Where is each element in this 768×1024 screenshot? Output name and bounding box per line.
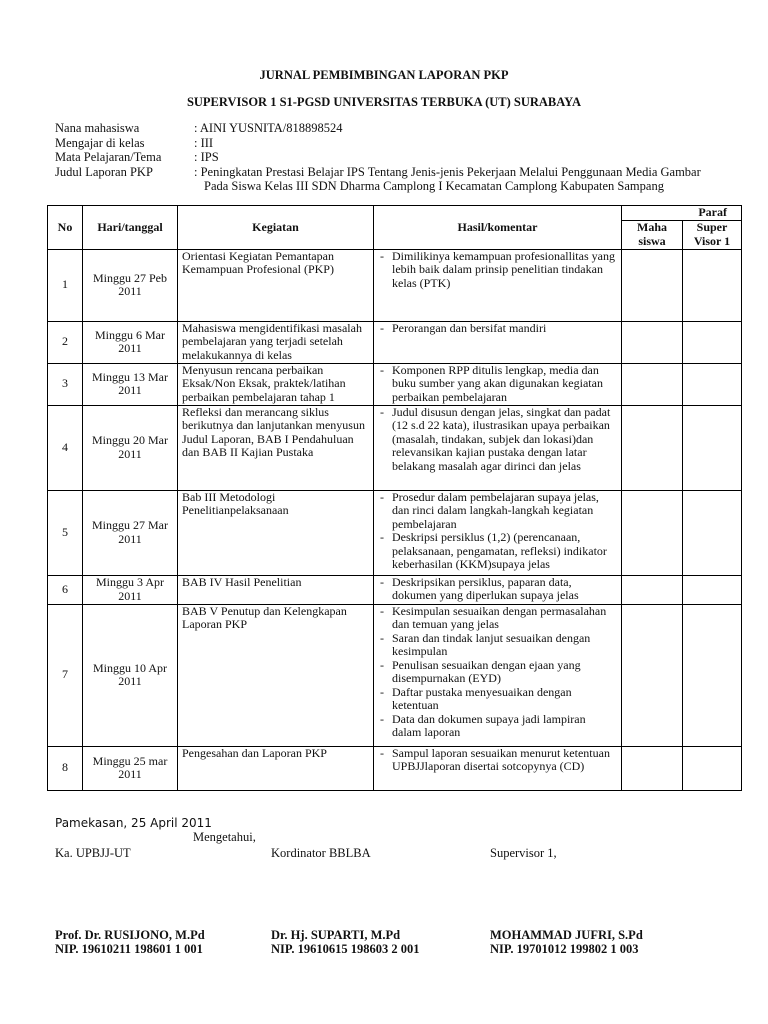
header-paraf: Paraf <box>622 206 742 221</box>
signatory-name: Prof. Dr. RUSIJONO, M.Pd <box>55 928 205 942</box>
result-item: - Data dan dokumen supaya jadi lampiran dalam laporan <box>378 713 617 740</box>
row-no: 4 <box>48 405 83 490</box>
signatory-name: MOHAMMAD JUFRI, S.Pd <box>490 928 643 942</box>
row-date: Minggu 27 Mar 2011 <box>83 490 178 575</box>
row-activity: Mahasiswa mengidentifikasi masalah pembelajaran yang terjadi setelah melakukannya di kelas <box>178 321 374 363</box>
paraf-supervisor-cell <box>683 604 742 746</box>
paraf-mahasiswa-cell <box>622 321 683 363</box>
signatory-nip: NIP. 19610615 198603 2 001 <box>271 942 420 956</box>
result-item: - Deskripsi persiklus (1,2) (perencanaan, pelaksanaan, pengamatan, refleksi) indikator keberhasilan (KKM)supaya jelas <box>378 531 617 572</box>
result-item: - Saran dan tindak lanjut sesuaikan dengan kesimpulan <box>378 632 617 659</box>
row-activity: Orientasi Kegiatan Pemantapan Kemampuan Profesional (PKP) <box>178 249 374 321</box>
paraf-supervisor-cell <box>683 575 742 604</box>
table-row <box>48 363 742 405</box>
row-date: Minggu 13 Mar 2011 <box>83 363 178 405</box>
result-item: - Deskripsikan persiklus, paparan data, dokumen yang diperlukan supaya jelas <box>378 576 617 603</box>
student-info <box>55 121 715 194</box>
info-row <box>55 136 715 151</box>
paraf-mahasiswa-cell <box>622 490 683 575</box>
table-row <box>48 746 742 790</box>
result-item: - Judul disusun dengan jelas, singkat dan padat (12 s.d 22 kata), ilustrasikan upaya perbaikan (masalah, tindakan, subjek dan lokasi)dan relevansikan kajian pustaka dengan latar belakang masalah agar dirinci dan jelas <box>378 406 617 474</box>
info-row <box>55 165 715 194</box>
signatory-nip: NIP. 19701012 199802 1 003 <box>490 942 639 956</box>
header-mahasiswa: Maha siswa <box>622 220 683 249</box>
table-row <box>48 321 742 363</box>
result-item: - Kesimpulan sesuaikan dengan permasalahan dan temuan yang jelas <box>378 605 617 632</box>
row-result <box>374 490 622 575</box>
row-date: Minggu 10 Apr 2011 <box>83 604 178 746</box>
result-item: - Dimilikinya kemampuan profesionallitas yang lebih baik dalam prinsip penelitian tindakan kelas (PTK) <box>378 250 617 291</box>
paraf-mahasiswa-cell <box>622 604 683 746</box>
result-item: - Prosedur dalam pembelajaran supaya jelas, dan rinci dalam langkah-langkah kegiatan pembelajaran <box>378 491 617 532</box>
row-no: 7 <box>48 604 83 746</box>
document-subtitle: SUPERVISOR 1 S1-PGSD UNIVERSITAS TERBUKA (UT) SURABAYA <box>186 95 582 109</box>
info-label: Mengajar di kelas <box>55 135 145 150</box>
paraf-supervisor-cell <box>683 746 742 790</box>
info-value: : Peningkatan Prestasi Belajar IPS Tentang Jenis-jenis Pekerjaan Melalui Penggunaan Media Gambar Pada Siswa Kelas III SDN Dharma Camplong I Kecamatan Camplong Kabupaten Sampang <box>194 164 701 193</box>
info-value: : AINI YUSNITA/818898524 <box>194 121 343 135</box>
result-item: - Perorangan dan bersifat mandiri <box>378 322 617 336</box>
header-supervisor: Super Visor 1 <box>683 220 742 249</box>
row-date: Minggu 20 Mar 2011 <box>83 405 178 490</box>
row-no: 8 <box>48 746 83 790</box>
header-no: No <box>48 206 83 250</box>
paraf-mahasiswa-cell <box>622 746 683 790</box>
signatory-role: Supervisor 1, <box>490 846 557 860</box>
signatory-role: Ka. UPBJJ-UT <box>55 846 131 860</box>
info-row <box>55 150 715 165</box>
table-row <box>48 604 742 746</box>
paraf-supervisor-cell <box>683 249 742 321</box>
signatory-name: Dr. Hj. SUPARTI, M.Pd <box>271 928 401 942</box>
result-item: - Daftar pustaka menyesuaikan dengan ketentuan <box>378 686 617 713</box>
paraf-mahasiswa-cell <box>622 575 683 604</box>
row-date: Minggu 25 mar 2011 <box>83 746 178 790</box>
row-date: Minggu 6 Mar 2011 <box>83 321 178 363</box>
row-result <box>374 405 622 490</box>
result-item: - Sampul laporan sesuaikan menurut ketentuan UPBJJlaporan disertai sotcopynya (CD) <box>378 747 617 774</box>
header-result: Hasil/komentar <box>374 206 622 250</box>
row-result <box>374 363 622 405</box>
document-title: JURNAL PEMBIMBINGAN LAPORAN PKP <box>259 68 509 82</box>
row-no: 3 <box>48 363 83 405</box>
info-value: : IPS <box>194 150 219 164</box>
info-label: Mata Pelajaran/Tema <box>55 150 162 164</box>
info-label: Nana mahasiswa <box>55 121 140 135</box>
paraf-mahasiswa-cell <box>622 405 683 490</box>
row-no: 1 <box>48 249 83 321</box>
info-row <box>55 121 715 136</box>
row-activity: BAB V Penutup dan Kelengkapan Laporan PKP <box>178 604 374 746</box>
row-no: 6 <box>48 575 83 604</box>
place-date: Pamekasan, 25 April 2011 <box>55 816 212 830</box>
paraf-supervisor-cell <box>683 321 742 363</box>
paraf-supervisor-cell <box>683 490 742 575</box>
row-date: Minggu 3 Apr 2011 <box>83 575 178 604</box>
row-no: 2 <box>48 321 83 363</box>
guidance-journal-table <box>47 205 742 791</box>
row-date: Minggu 27 Peb 2011 <box>83 249 178 321</box>
result-item: - Komponen RPP ditulis lengkap, media dan buku sumber yang akan digunakan kegiatan perbaikan pembelajaran <box>378 364 617 405</box>
row-no: 5 <box>48 490 83 575</box>
row-activity: Refleksi dan merancang siklus berikutnya dan lanjutankan menyusun Judul Laporan, BAB I Pendahuluan dan BAB II Kajian Pustaka <box>178 405 374 490</box>
row-activity: Menyusun rencana perbaikan Eksak/Non Eksak, praktek/latihan perbaikan pembelajaran tahap 1 <box>178 363 374 405</box>
header-activity: Kegiatan <box>178 206 374 250</box>
row-activity: BAB IV Hasil Penelitian <box>178 575 374 604</box>
row-result <box>374 321 622 363</box>
paraf-supervisor-cell <box>683 363 742 405</box>
table-row <box>48 249 742 321</box>
header-date: Hari/tanggal <box>83 206 178 250</box>
paraf-supervisor-cell <box>683 405 742 490</box>
table-row <box>48 405 742 490</box>
signatory-role: Kordinator BBLBA <box>271 846 371 860</box>
info-value: : III <box>194 135 214 150</box>
info-label: Judul Laporan PKP <box>55 164 153 179</box>
paraf-mahasiswa-cell <box>622 363 683 405</box>
acknowledged-label: Mengetahui, <box>193 830 256 844</box>
row-result <box>374 249 622 321</box>
row-activity: Bab III Metodologi Penelitianpelaksanaan <box>178 490 374 575</box>
row-result <box>374 575 622 604</box>
table-row <box>48 575 742 604</box>
row-activity: Pengesahan dan Laporan PKP <box>178 746 374 790</box>
result-item: - Penulisan sesuaikan dengan ejaan yang disempurnakan (EYD) <box>378 659 617 686</box>
row-result <box>374 604 622 746</box>
row-result <box>374 746 622 790</box>
paraf-mahasiswa-cell <box>622 249 683 321</box>
table-row <box>48 490 742 575</box>
signatory-nip: NIP. 19610211 198601 1 001 <box>55 942 203 956</box>
